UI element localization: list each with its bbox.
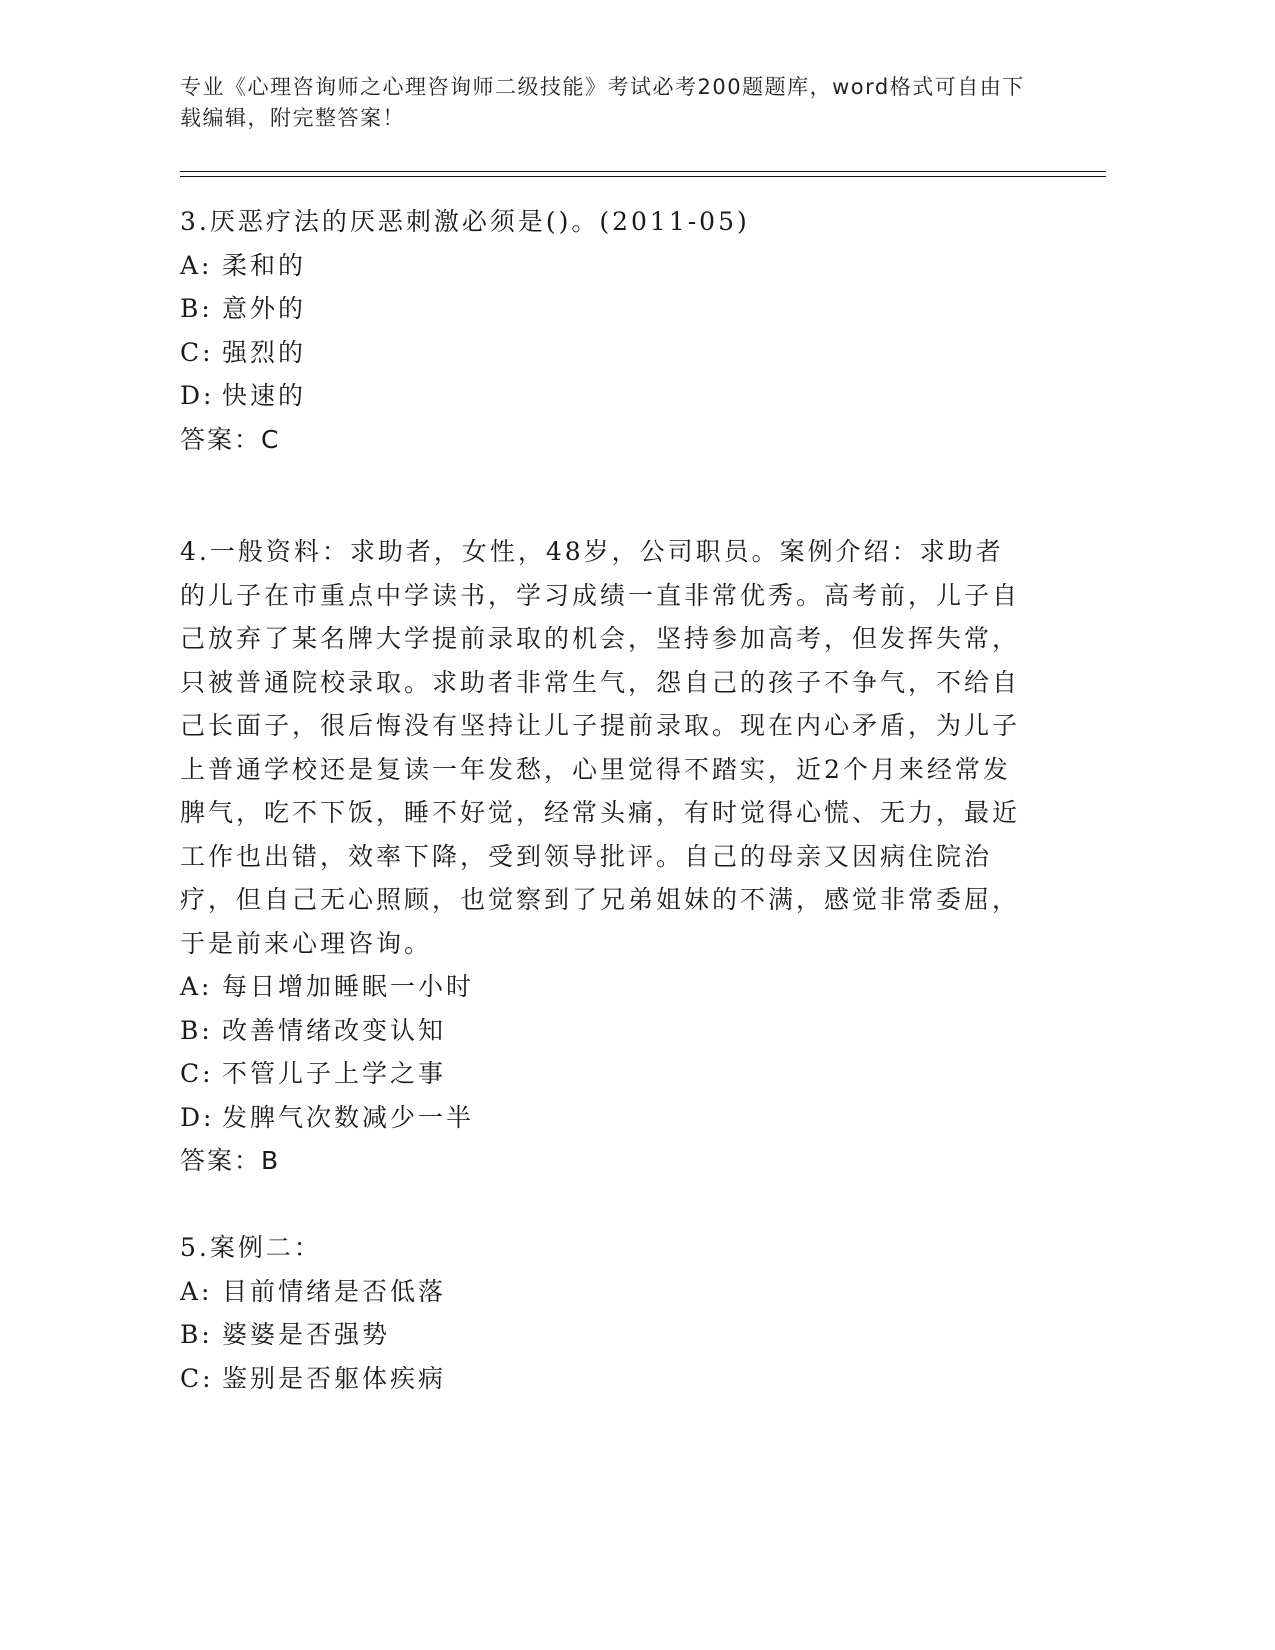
option-text: 意外的: [222, 294, 307, 323]
option-letter: A:: [180, 250, 213, 280]
option-c: [180, 1357, 1020, 1401]
question-3: [180, 200, 1020, 461]
option-text: 强烈的: [222, 337, 307, 367]
question-4: [180, 530, 1020, 1183]
option-letter: B:: [180, 1320, 213, 1349]
option-letter: D:: [180, 1102, 215, 1132]
option-a: [180, 1270, 1020, 1314]
option-letter: D:: [180, 381, 215, 410]
option-text: 改善情绪改变认知: [222, 1015, 447, 1045]
option-a: [180, 965, 1020, 1009]
option-letter: B:: [180, 1015, 213, 1045]
answer-label: 答案：B: [180, 1146, 281, 1175]
header-rule-top: [180, 171, 1106, 172]
option-d: [180, 374, 1020, 418]
option-b: [180, 1313, 1020, 1357]
question-5: [180, 1226, 1020, 1400]
option-a: [180, 244, 1020, 288]
option-letter: C:: [180, 337, 214, 367]
option-d: [180, 1096, 1020, 1140]
option-letter: C:: [180, 1363, 214, 1393]
option-text: 目前情绪是否低落: [222, 1276, 447, 1306]
option-text: 婆婆是否强势: [222, 1320, 391, 1349]
option-b: [180, 287, 1020, 331]
option-text: 不管儿子上学之事: [222, 1059, 447, 1088]
question-stem: 4.一般资料：求助者，女性，48岁，公司职员。案例介绍：求助者的儿子在市重点中学读书，学习成绩一直非常优秀。高考前，儿子自己放弃了某名牌大学提前录取的机会，坚持参加高考，但发挥失常，只被普通院校录取。求助者非常生气，怨自己的孩子不争气，不给自己长面子，很后悔没有坚持让儿子提前录取。现在内心矛盾，为儿子上普通学校还是复读一年发愁，心里觉得不踏实，近2个月来经常发脾气，吃不下饭，睡不好觉，经常头痛，有时觉得心慌、无力，最近工作也出错，效率下降，受到领导批评。自己的母亲又因病住院治疗，但自己无心照顾，也觉察到了兄弟姐妹的不满，感觉非常委屈，于是前来心理咨询。: [180, 537, 1021, 958]
option-letter: C:: [180, 1059, 214, 1088]
option-c: [180, 1052, 1020, 1096]
question-stem: 5.案例二：: [180, 1233, 322, 1262]
option-letter: A:: [180, 972, 213, 1001]
option-text: 快速的: [222, 381, 307, 410]
option-text: 柔和的: [222, 250, 307, 280]
option-letter: A:: [180, 1276, 213, 1306]
option-text: 发脾气次数减少一半: [222, 1102, 475, 1132]
header-rule-bottom: [180, 176, 1106, 177]
option-letter: B:: [180, 294, 213, 323]
answer-label: 答案：C: [180, 424, 281, 454]
option-c: [180, 331, 1020, 375]
option-text: 鉴别是否躯体疾病: [222, 1363, 447, 1393]
option-text: 每日增加睡眠一小时: [222, 972, 475, 1001]
question-stem: 3.厌恶疗法的厌恶刺激必须是()。(2011-05): [180, 207, 750, 236]
document-header: 专业《心理咨询师之心理咨询师二级技能》考试必考200题题库，word格式可自由下载编辑，附完整答案！: [180, 75, 1025, 130]
option-b: [180, 1009, 1020, 1053]
